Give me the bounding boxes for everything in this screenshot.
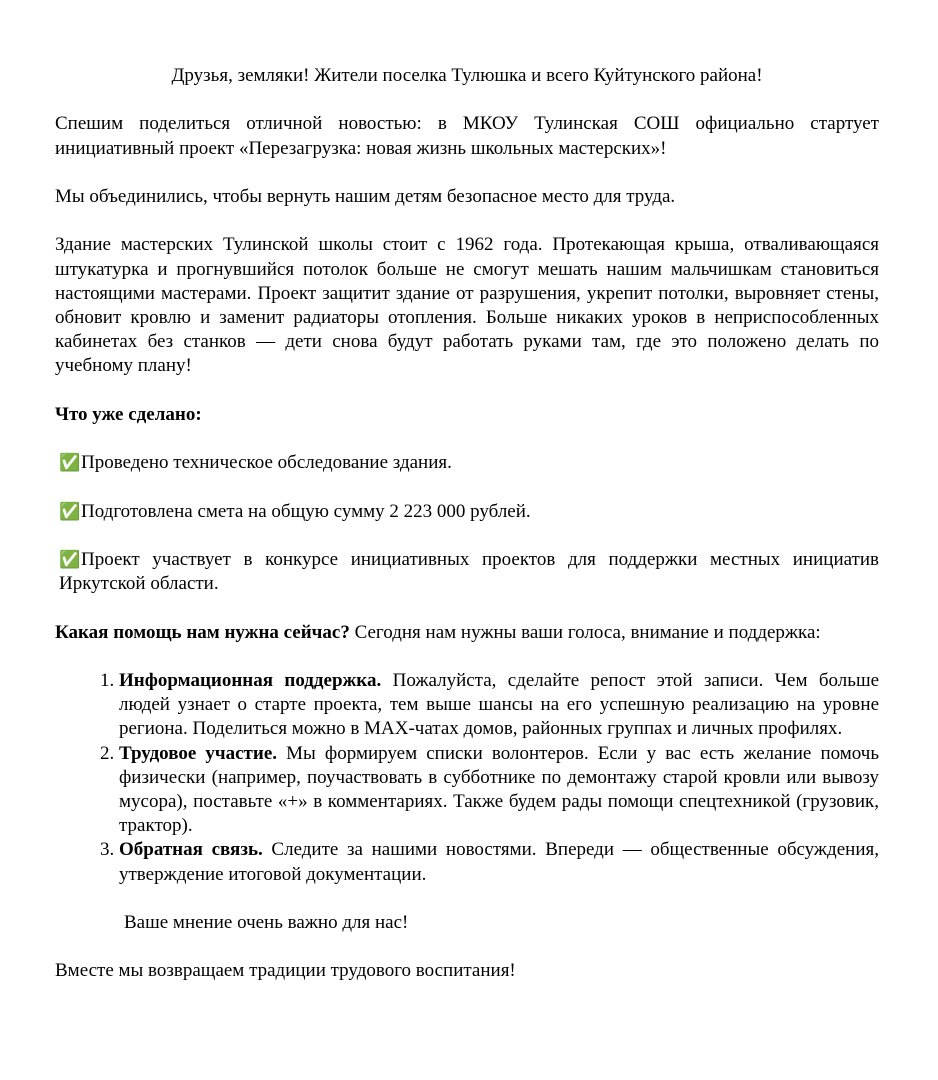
- done-item: [55, 451, 879, 475]
- list-item-text: Пожалуйста, сделайте репост этой записи. Чем больше людей узнает о старте проекта, тем выше шансы на его успешную реализацию на уровне региона. Поделиться можно в MAX-чатах домов, районных группах и личных профилях.: [119, 669, 880, 740]
- done-item-text: Подготовлена смета на общую сумму 2 223 000 рублей.: [81, 500, 531, 522]
- list-item-title: Трудовое участие.: [119, 742, 278, 764]
- document-body: [55, 64, 879, 984]
- done-item-text: Проект участвует в конкурсе инициативных проектов для поддержки местных инициатив Иркутской области.: [59, 548, 879, 595]
- greeting-line: Друзья, земляки! Жители поселка Тулюшка и всего Куйтунского района!: [171, 65, 763, 86]
- list-item-title: Обратная связь.: [119, 839, 263, 861]
- intro-paragraph: Спешим поделиться отличной новостью: в МКОУ Тулинская СОШ официально стартует инициативный проект «Перезагрузка: новая жизнь школьных мастерских»!: [55, 113, 879, 159]
- building-paragraph: Здание мастерских Тулинской школы стоит с 1962 года. Протекающая крыша, отваливающаяся штукатурка и прогнувшийся потолок больше не смогут мешать нашим мальчишкам становиться настоящими мастерами. Проект защитит здание от разрушения, укрепит потолки, выровняет стены, обновит кровлю и заменит радиаторы отопления. Больше никаких уроков в неприспособленных кабинетах без станков — дети снова будут работать руками там, где это положено делать по учебному плану!: [55, 234, 879, 377]
- list-item: [119, 669, 879, 742]
- check-mark-icon: ✅: [59, 501, 81, 522]
- united-paragraph: Мы объединились, чтобы вернуть нашим детям безопасное место для труда.: [55, 185, 676, 207]
- help-list: [55, 669, 879, 887]
- list-item-text: Следите за нашими новостями. Впереди — общественные обсуждения, утверждение итоговой документации.: [119, 839, 879, 885]
- help-text: Сегодня нам нужны ваши голоса, внимание и поддержка:: [349, 621, 821, 643]
- list-item: [119, 838, 879, 886]
- opinion-line: Ваше мнение очень важно для нас!: [124, 911, 409, 933]
- closing-line: Вместе мы возвращаем традиции трудового воспитания!: [55, 960, 516, 982]
- list-item-text: Мы формируем списки волонтеров. Если у вас есть желание помочь физически (например, поучаствовать в субботнике по демонтажу старой кровли или вывозу мусора), поставьте «+» в комментариях. Также будем рады помощи спецтехникой (грузовик, трактор).: [119, 742, 880, 837]
- help-heading: Какая помощь нам нужна сейчас?: [55, 621, 350, 643]
- check-mark-icon: ✅: [59, 453, 81, 474]
- done-heading: Что уже сделано:: [55, 403, 202, 425]
- check-mark-icon: ✅: [59, 549, 81, 570]
- done-item: [55, 500, 879, 524]
- list-item-title: Информационная поддержка.: [119, 669, 382, 691]
- help-paragraph: [55, 621, 879, 645]
- list-item: [119, 742, 879, 839]
- done-item: [55, 548, 879, 596]
- done-item-text: Проведено техническое обследование здания.: [81, 452, 452, 474]
